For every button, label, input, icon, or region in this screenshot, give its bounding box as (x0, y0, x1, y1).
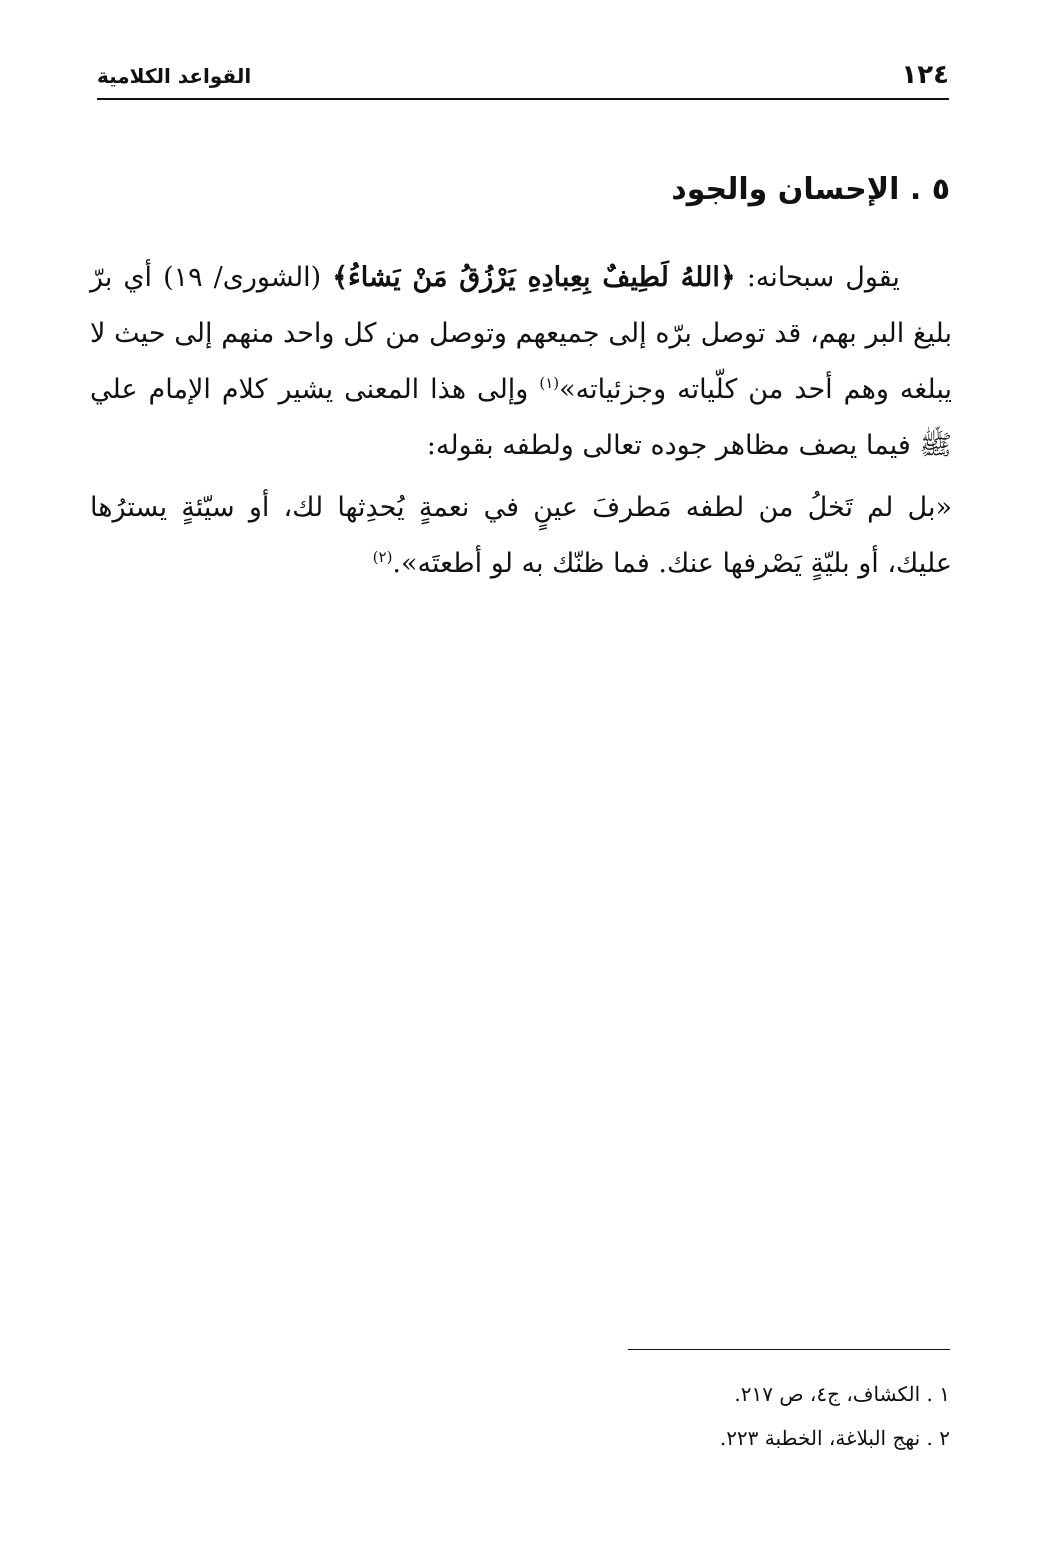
footnote-item: ٢ . نهج البلاغة، الخطبة ٢٢٣. (719, 1426, 950, 1450)
paragraph-text: وإلى هذا المعنى يشير كلام الإمام علي ﷺ فيما يصف مظاهر جوده تعالى ولطفه بقوله: (90, 374, 952, 461)
paragraph-intro: يقول سبحانه: (746, 262, 900, 293)
book-title: القواعد الكلامية (97, 64, 252, 88)
verse-reference: (الشورى/ ١٩) (163, 262, 322, 293)
quote-paragraph (90, 480, 952, 592)
footnote-marker[interactable]: (٢) (372, 548, 393, 566)
quran-verse: ﴿اللهُ لَطِيفٌ بِعِبادِهِ يَرْزُقُ مَنْ يَشاءُ﴾ (332, 262, 736, 293)
page-number: ١٢٤ (901, 60, 949, 90)
footnotes (450, 1372, 950, 1460)
footnote-marker[interactable]: (١) (539, 374, 560, 392)
section-heading: ٥ . الإحسان والجود (671, 172, 950, 207)
quote-text: «بل لم تَخلُ من لطفه مَطرفَ عينٍ في نعمةٍ يُحدِثها لك، أو سيّئةٍ يسترُها عليك، أو بليّةٍ يَصْرفها عنك. فما ظنّك به لو أطعتَه». (90, 492, 952, 579)
paragraph-text: أي برّ بليغ البر بهم، قد توصل برّه إلى جميعهم وتوصل من كل واحد منهم إلى حيث لا يبلغه وهم أحد من كلّياته وجزئياته» (90, 262, 952, 405)
footnote-divider (628, 1349, 950, 1350)
footnote-item: ١ . الكشاف، ج٤، ص ٢١٧. (734, 1382, 950, 1406)
running-header (97, 58, 949, 100)
body-text (90, 250, 952, 592)
paragraph (90, 250, 952, 474)
